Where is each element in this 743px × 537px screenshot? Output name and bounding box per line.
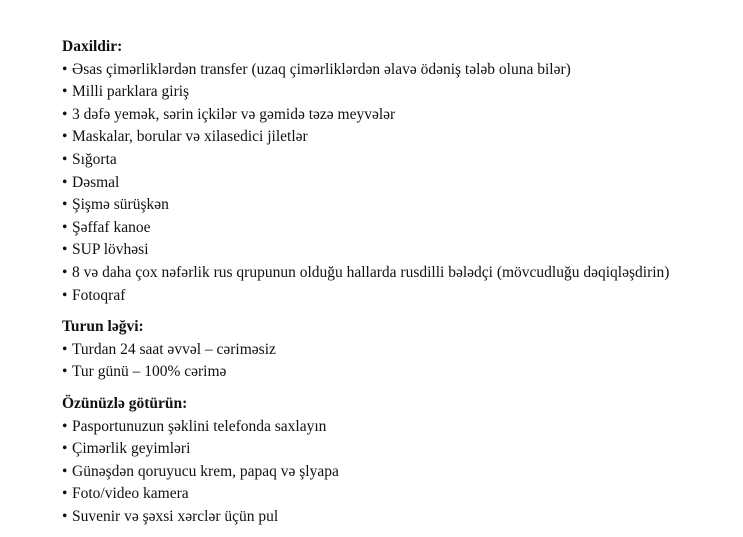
list-item	[62, 361, 740, 384]
list-item-text: 8 və daha çox nəfərlik rus qrupunun olduğu hallarda rusdilli bələdçi (mövcudluğu dəqiqləşdirin)	[72, 263, 670, 281]
bring-along-list	[62, 416, 740, 529]
bullet: •	[62, 128, 68, 146]
bullet: •	[62, 286, 68, 304]
list-item-text: Dəsmal	[72, 173, 120, 191]
bullet: •	[62, 263, 68, 281]
list-item-text: Tur günü – 100% cərimə	[72, 363, 227, 381]
list-item-text: Fotoqraf	[72, 286, 126, 304]
list-item-text: 3 dəfə yemək, sərin içkilər və gəmidə təzə meyvələr	[72, 105, 396, 123]
list-item	[62, 59, 740, 82]
bullet: •	[62, 218, 68, 236]
list-item	[62, 339, 740, 362]
bullet: •	[62, 196, 68, 214]
list-item-text: Milli parklara giriş	[72, 83, 190, 101]
list-item	[62, 416, 740, 439]
bring-along-section	[62, 393, 740, 529]
bullet: •	[62, 507, 68, 525]
list-item-text: Turdan 24 saat əvvəl – cərimәsiz	[72, 340, 276, 358]
list-item	[62, 172, 740, 195]
list-item-text: Çimərlik geyimləri	[72, 440, 191, 458]
bullet: •	[62, 173, 68, 191]
list-item-text: Maskalar, borular və xilasedici jiletlər	[72, 128, 308, 146]
list-item-text: Şişmə sürüşkən	[72, 196, 169, 214]
list-item-text: SUP lövhəsi	[72, 241, 149, 259]
bullet: •	[62, 440, 68, 458]
list-item	[62, 126, 740, 149]
bullet: •	[62, 150, 68, 168]
list-item	[62, 239, 740, 262]
bullet: •	[62, 241, 68, 259]
bullet: •	[62, 485, 68, 503]
list-item-text: Günəşdən qoruyucu krem, papaq və şlyapa	[72, 462, 339, 480]
included-section	[62, 36, 740, 307]
list-item	[62, 506, 740, 529]
bullet: •	[62, 60, 68, 78]
list-item-text: Əsas çimərliklərdən transfer (uzaq çimərliklərdən əlavə ödəniş tələb oluna bilər)	[72, 60, 571, 78]
list-item	[62, 81, 740, 104]
list-item	[62, 104, 740, 127]
bullet: •	[62, 417, 68, 435]
list-item	[62, 194, 740, 217]
bring-along-heading: Özünüzlə götürün:	[62, 394, 188, 412]
bullet: •	[62, 105, 68, 123]
document-body	[62, 36, 740, 537]
list-item-text: Şəffaf kanoe	[72, 218, 151, 236]
included-list	[62, 59, 740, 308]
bullet: •	[62, 363, 68, 381]
list-item	[62, 217, 740, 240]
bullet: •	[62, 340, 68, 358]
cancellation-heading: Turun ləğvi:	[62, 318, 144, 336]
list-item-text: Suvenir və şəxsi xərclər üçün pul	[72, 507, 279, 525]
list-item	[62, 438, 740, 461]
included-heading: Daxildir:	[62, 38, 123, 55]
list-item	[62, 262, 740, 285]
list-item	[62, 461, 740, 484]
bullet: •	[62, 462, 68, 480]
cancellation-section	[62, 316, 740, 384]
list-item-text: Foto/video kamera	[72, 485, 189, 503]
list-item-text: Sığorta	[72, 150, 117, 168]
list-item-text: Pasportunuzun şəklini telefonda saxlayın	[72, 417, 327, 435]
list-item	[62, 149, 740, 172]
bullet: •	[62, 83, 68, 101]
cancellation-list	[62, 339, 740, 384]
list-item	[62, 285, 740, 308]
list-item	[62, 483, 740, 506]
